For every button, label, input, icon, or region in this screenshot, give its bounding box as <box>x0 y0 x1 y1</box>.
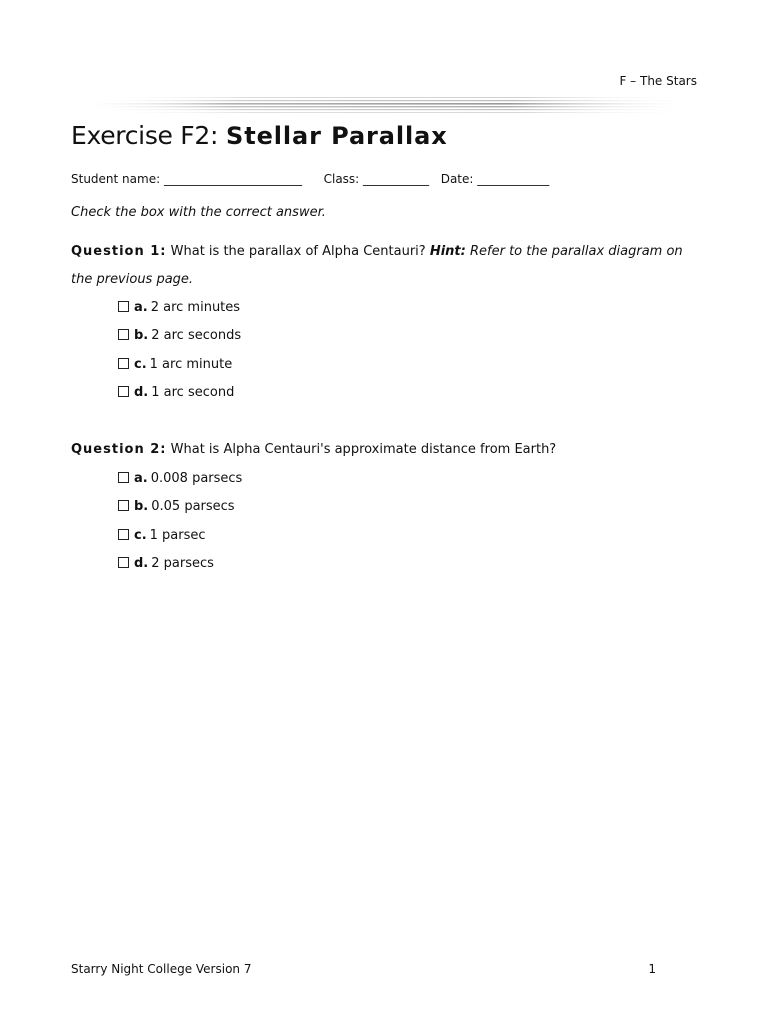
option-2c[interactable]: c. 1 parsec <box>118 522 242 550</box>
instructions: Check the box with the correct answer. <box>71 205 326 220</box>
checkbox-icon[interactable] <box>118 301 129 312</box>
checkbox-icon[interactable] <box>118 329 129 340</box>
student-fields <box>71 172 549 186</box>
checkbox-icon[interactable] <box>118 472 129 483</box>
footer-title: Starry Night College Version 7 <box>71 962 252 976</box>
option-1a[interactable]: a. 2 arc minutes <box>118 294 241 322</box>
title-prefix: Exercise F2: <box>71 121 219 150</box>
checkbox-icon[interactable] <box>118 386 129 397</box>
question-2-options <box>118 465 242 578</box>
page-number: 1 <box>648 962 656 976</box>
option-1d[interactable]: d. 1 arc second <box>118 379 241 407</box>
option-2b[interactable]: b. 0.05 parsecs <box>118 493 242 521</box>
question-1-text: What is the parallax of Alpha Centauri? <box>170 244 426 259</box>
question-1-options <box>118 294 241 407</box>
question-1 <box>71 238 701 294</box>
option-2a[interactable]: a. 0.008 parsecs <box>118 465 242 493</box>
section-header: F – The Stars <box>619 74 697 88</box>
checkbox-icon[interactable] <box>118 529 129 540</box>
question-1-label: Question 1: <box>71 244 167 259</box>
question-1-hint-text: Refer to the parallax diagram on the previous page. <box>71 244 683 287</box>
checkbox-icon[interactable] <box>118 557 129 568</box>
option-2d[interactable]: d. 2 parsecs <box>118 550 242 578</box>
date-field[interactable]: Date: ____________ <box>440 172 550 186</box>
question-2-label: Question 2: <box>71 442 167 457</box>
checkbox-icon[interactable] <box>118 358 129 369</box>
header-decorative-rule <box>70 95 698 117</box>
student-name-field[interactable]: Student name: _______________________ <box>71 172 302 186</box>
question-2-text: What is Alpha Centauri's approximate distance from Earth? <box>170 442 557 457</box>
option-1b[interactable]: b. 2 arc seconds <box>118 322 241 350</box>
question-2 <box>71 436 701 464</box>
checkbox-icon[interactable] <box>118 500 129 511</box>
page-title <box>71 119 448 153</box>
question-1-hint-label: Hint: <box>429 244 466 259</box>
option-1c[interactable]: c. 1 arc minute <box>118 351 241 379</box>
class-field[interactable]: Class: ___________ <box>323 172 430 186</box>
title-main: Stellar Parallax <box>226 122 448 150</box>
